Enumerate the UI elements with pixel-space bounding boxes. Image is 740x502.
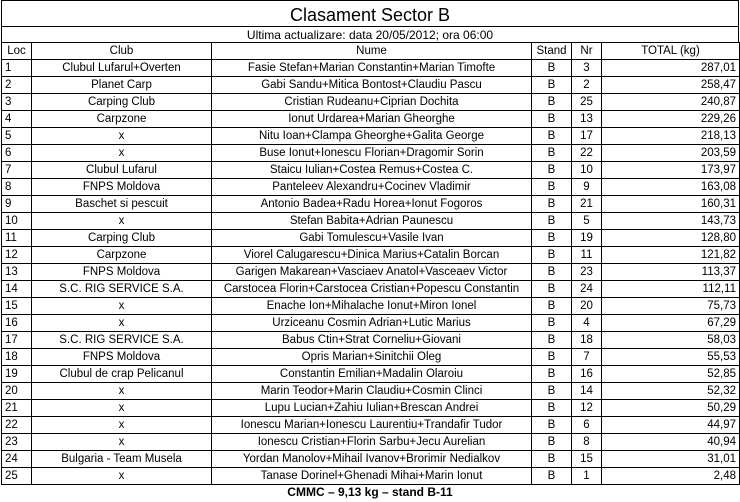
cell-nume: Nitu Ioan+Clampa Gheorghe+Galita George bbox=[212, 128, 532, 145]
table-row bbox=[2, 383, 740, 400]
cell-club: FNPS Moldova bbox=[32, 179, 212, 196]
cell-nume: Tanase Dorinel+Ghenadi Mihai+Marin Ionut bbox=[212, 468, 532, 485]
cell-total: 50,29 bbox=[602, 400, 740, 417]
cell-nume: Staicu Iulian+Costea Remus+Costea C. bbox=[212, 162, 532, 179]
table-row bbox=[2, 111, 740, 128]
cell-nr: 3 bbox=[572, 60, 602, 77]
cell-loc: 25 bbox=[2, 468, 32, 485]
cell-loc: 8 bbox=[2, 179, 32, 196]
cell-nume: Gabi Sandu+Mitica Bontost+Claudiu Pascu bbox=[212, 77, 532, 94]
table-row bbox=[2, 298, 740, 315]
cell-stand: B bbox=[532, 468, 572, 485]
table-row bbox=[2, 196, 740, 213]
table-row bbox=[2, 417, 740, 434]
table-row bbox=[2, 281, 740, 298]
cell-total: 173,97 bbox=[602, 162, 740, 179]
table-row bbox=[2, 400, 740, 417]
cell-stand: B bbox=[532, 145, 572, 162]
cell-stand: B bbox=[532, 94, 572, 111]
cell-nr: 17 bbox=[572, 128, 602, 145]
table-row bbox=[2, 213, 740, 230]
cell-club: FNPS Moldova bbox=[32, 264, 212, 281]
header-stand: Stand bbox=[532, 43, 572, 60]
cell-nr: 5 bbox=[572, 213, 602, 230]
cell-stand: B bbox=[532, 111, 572, 128]
cell-loc: 13 bbox=[2, 264, 32, 281]
cell-stand: B bbox=[532, 247, 572, 264]
cell-stand: B bbox=[532, 400, 572, 417]
cell-loc: 18 bbox=[2, 349, 32, 366]
table-row bbox=[2, 247, 740, 264]
cell-loc: 24 bbox=[2, 451, 32, 468]
cell-nume: Ionescu Marian+Ionescu Laurentiu+Trandafir Tudor bbox=[212, 417, 532, 434]
cell-stand: B bbox=[532, 230, 572, 247]
cell-stand: B bbox=[532, 417, 572, 434]
cell-nume: Stefan Babita+Adrian Paunescu bbox=[212, 213, 532, 230]
table-row bbox=[2, 179, 740, 196]
cell-stand: B bbox=[532, 315, 572, 332]
cell-stand: B bbox=[532, 383, 572, 400]
cell-nume: Antonio Badea+Radu Horea+Ionut Fogoros bbox=[212, 196, 532, 213]
cell-nr: 1 bbox=[572, 468, 602, 485]
header-total: TOTAL (kg) bbox=[602, 43, 740, 60]
cell-stand: B bbox=[532, 349, 572, 366]
cell-stand: B bbox=[532, 434, 572, 451]
cell-total: 52,32 bbox=[602, 383, 740, 400]
cell-nume: Ionut Urdarea+Marian Gheorghe bbox=[212, 111, 532, 128]
cell-club: S.C. RIG SERVICE S.A. bbox=[32, 281, 212, 298]
cell-nr: 16 bbox=[572, 366, 602, 383]
cell-nr: 15 bbox=[572, 451, 602, 468]
cell-total: 143,73 bbox=[602, 213, 740, 230]
cell-nume: Gabi Tomulescu+Vasile Ivan bbox=[212, 230, 532, 247]
cell-club: x bbox=[32, 145, 212, 162]
cell-total: 2,48 bbox=[602, 468, 740, 485]
cell-stand: B bbox=[532, 196, 572, 213]
cell-club: x bbox=[32, 128, 212, 145]
cell-total: 52,85 bbox=[602, 366, 740, 383]
cell-loc: 16 bbox=[2, 315, 32, 332]
cell-total: 113,37 bbox=[602, 264, 740, 281]
cell-club: x bbox=[32, 298, 212, 315]
table-row bbox=[2, 162, 740, 179]
cell-nr: 4 bbox=[572, 315, 602, 332]
table-row bbox=[2, 94, 740, 111]
cell-loc: 14 bbox=[2, 281, 32, 298]
cell-nr: 6 bbox=[572, 417, 602, 434]
cell-club: Clubul Lufarul bbox=[32, 162, 212, 179]
cell-nume: Cristian Rudeanu+Ciprian Dochita bbox=[212, 94, 532, 111]
cell-nume: Yordan Manolov+Mihail Ivanov+Brorimir Nedialkov bbox=[212, 451, 532, 468]
table-row bbox=[2, 468, 740, 485]
cell-nr: 9 bbox=[572, 179, 602, 196]
cell-nume: Buse Ionut+Ionescu Florian+Dragomir Sorin bbox=[212, 145, 532, 162]
header-nr: Nr bbox=[572, 43, 602, 60]
cell-loc: 20 bbox=[2, 383, 32, 400]
cell-nr: 8 bbox=[572, 434, 602, 451]
cell-loc: 2 bbox=[2, 77, 32, 94]
cell-loc: 23 bbox=[2, 434, 32, 451]
cell-total: 287,01 bbox=[602, 60, 740, 77]
cell-club: Carpzone bbox=[32, 111, 212, 128]
cell-nr: 25 bbox=[572, 94, 602, 111]
table-row bbox=[2, 60, 740, 77]
table-row bbox=[2, 77, 740, 94]
cell-nume: Babus Ctin+Strat Corneliu+Giovani bbox=[212, 332, 532, 349]
cell-nume: Ionescu Cristian+Florin Sarbu+Jecu Aurelian bbox=[212, 434, 532, 451]
cell-club: x bbox=[32, 468, 212, 485]
cell-club: Carpzone bbox=[32, 247, 212, 264]
header-club: Club bbox=[32, 43, 212, 60]
cell-nume: Marin Teodor+Marin Claudiu+Cosmin Clinci bbox=[212, 383, 532, 400]
cell-total: 112,11 bbox=[602, 281, 740, 298]
cell-club: S.C. RIG SERVICE S.A. bbox=[32, 332, 212, 349]
cell-loc: 15 bbox=[2, 298, 32, 315]
cell-stand: B bbox=[532, 128, 572, 145]
cell-nume: Urziceanu Cosmin Adrian+Lutic Marius bbox=[212, 315, 532, 332]
cell-total: 203,59 bbox=[602, 145, 740, 162]
cell-club: Bulgaria - Team Musela bbox=[32, 451, 212, 468]
cell-club: FNPS Moldova bbox=[32, 349, 212, 366]
cell-loc: 10 bbox=[2, 213, 32, 230]
cell-nume: Lupu Lucian+Zahiu Iulian+Brescan Andrei bbox=[212, 400, 532, 417]
cell-total: 240,87 bbox=[602, 94, 740, 111]
table-row bbox=[2, 315, 740, 332]
cell-nr: 23 bbox=[572, 264, 602, 281]
cell-loc: 12 bbox=[2, 247, 32, 264]
cell-loc: 19 bbox=[2, 366, 32, 383]
cell-loc: 7 bbox=[2, 162, 32, 179]
cell-total: 67,29 bbox=[602, 315, 740, 332]
cell-nume: Enache Ion+Mihalache Ionut+Miron Ionel bbox=[212, 298, 532, 315]
cell-total: 44,97 bbox=[602, 417, 740, 434]
cell-club: Clubul Lufarul+Overten bbox=[32, 60, 212, 77]
cell-total: 229,26 bbox=[602, 111, 740, 128]
cell-total: 75,73 bbox=[602, 298, 740, 315]
cell-club: Baschet si pescuit bbox=[32, 196, 212, 213]
cell-loc: 22 bbox=[2, 417, 32, 434]
cell-nume: Constantin Emilian+Madalin Olaroiu bbox=[212, 366, 532, 383]
table-body bbox=[2, 60, 740, 485]
table-row bbox=[2, 145, 740, 162]
cell-nume: Panteleev Alexandru+Cocinev Vladimir bbox=[212, 179, 532, 196]
table-row bbox=[2, 434, 740, 451]
header-nume: Nume bbox=[212, 43, 532, 60]
cell-club: x bbox=[32, 417, 212, 434]
table-row bbox=[2, 451, 740, 468]
table-row bbox=[2, 366, 740, 383]
cell-stand: B bbox=[532, 77, 572, 94]
cell-loc: 11 bbox=[2, 230, 32, 247]
cell-total: 40,94 bbox=[602, 434, 740, 451]
cell-total: 121,82 bbox=[602, 247, 740, 264]
cell-loc: 6 bbox=[2, 145, 32, 162]
header-loc: Loc bbox=[2, 43, 32, 60]
cell-nr: 19 bbox=[572, 230, 602, 247]
cell-club: Carping Club bbox=[32, 94, 212, 111]
cell-nr: 14 bbox=[572, 383, 602, 400]
cell-nume: Garigen Makarean+Vasciaev Anatol+Vasceaev Victor bbox=[212, 264, 532, 281]
cell-stand: B bbox=[532, 281, 572, 298]
cell-loc: 3 bbox=[2, 94, 32, 111]
table-row bbox=[2, 264, 740, 281]
cell-stand: B bbox=[532, 162, 572, 179]
table-row bbox=[2, 332, 740, 349]
cell-nr: 7 bbox=[572, 349, 602, 366]
cell-nr: 2 bbox=[572, 77, 602, 94]
table-row bbox=[2, 349, 740, 366]
cell-stand: B bbox=[532, 451, 572, 468]
cell-loc: 4 bbox=[2, 111, 32, 128]
cell-nr: 21 bbox=[572, 196, 602, 213]
cell-club: Clubul de crap Pelicanul bbox=[32, 366, 212, 383]
cell-nr: 13 bbox=[572, 111, 602, 128]
cell-club: x bbox=[32, 400, 212, 417]
cell-total: 128,80 bbox=[602, 230, 740, 247]
cell-nr: 12 bbox=[572, 400, 602, 417]
cell-club: x bbox=[32, 213, 212, 230]
table-header-row bbox=[2, 43, 740, 60]
cell-stand: B bbox=[532, 60, 572, 77]
cell-nr: 11 bbox=[572, 247, 602, 264]
cell-total: 160,31 bbox=[602, 196, 740, 213]
cell-total: 163,08 bbox=[602, 179, 740, 196]
cell-stand: B bbox=[532, 213, 572, 230]
cell-stand: B bbox=[532, 366, 572, 383]
cell-nume: Viorel Calugarescu+Dinica Marius+Catalin Borcan bbox=[212, 247, 532, 264]
cell-club: x bbox=[32, 434, 212, 451]
cell-loc: 9 bbox=[2, 196, 32, 213]
sheet-title: Clasament Sector B bbox=[1, 0, 739, 26]
cell-total: 258,47 bbox=[602, 77, 740, 94]
cell-stand: B bbox=[532, 179, 572, 196]
cell-total: 55,53 bbox=[602, 349, 740, 366]
cell-nume: Fasie Stefan+Marian Constantin+Marian Timofte bbox=[212, 60, 532, 77]
cell-club: x bbox=[32, 383, 212, 400]
cell-loc: 1 bbox=[2, 60, 32, 77]
cell-nr: 22 bbox=[572, 145, 602, 162]
cell-nume: Opris Marian+Sinitchii Oleg bbox=[212, 349, 532, 366]
cell-total: 58,03 bbox=[602, 332, 740, 349]
cell-club: x bbox=[32, 315, 212, 332]
cell-loc: 21 bbox=[2, 400, 32, 417]
cell-loc: 17 bbox=[2, 332, 32, 349]
cell-total: 218,13 bbox=[602, 128, 740, 145]
cell-stand: B bbox=[532, 264, 572, 281]
footer-note: CMMC – 9,13 kg – stand B-11 bbox=[287, 485, 453, 499]
cell-nume: Carstocea Florin+Carstocea Cristian+Popescu Constantin bbox=[212, 281, 532, 298]
cell-club: Carping Club bbox=[32, 230, 212, 247]
cell-nr: 24 bbox=[572, 281, 602, 298]
cell-nr: 18 bbox=[572, 332, 602, 349]
cell-loc: 5 bbox=[2, 128, 32, 145]
table-row bbox=[2, 128, 740, 145]
cell-club: Planet Carp bbox=[32, 77, 212, 94]
last-update-line: Ultima actualizare: data 20/05/2012; ora 06:00 bbox=[1, 26, 739, 42]
cell-total: 31,01 bbox=[602, 451, 740, 468]
cell-nr: 10 bbox=[572, 162, 602, 179]
cell-stand: B bbox=[532, 298, 572, 315]
cell-nr: 20 bbox=[572, 298, 602, 315]
cell-stand: B bbox=[532, 332, 572, 349]
table-row bbox=[2, 230, 740, 247]
standings-table bbox=[1, 42, 740, 485]
